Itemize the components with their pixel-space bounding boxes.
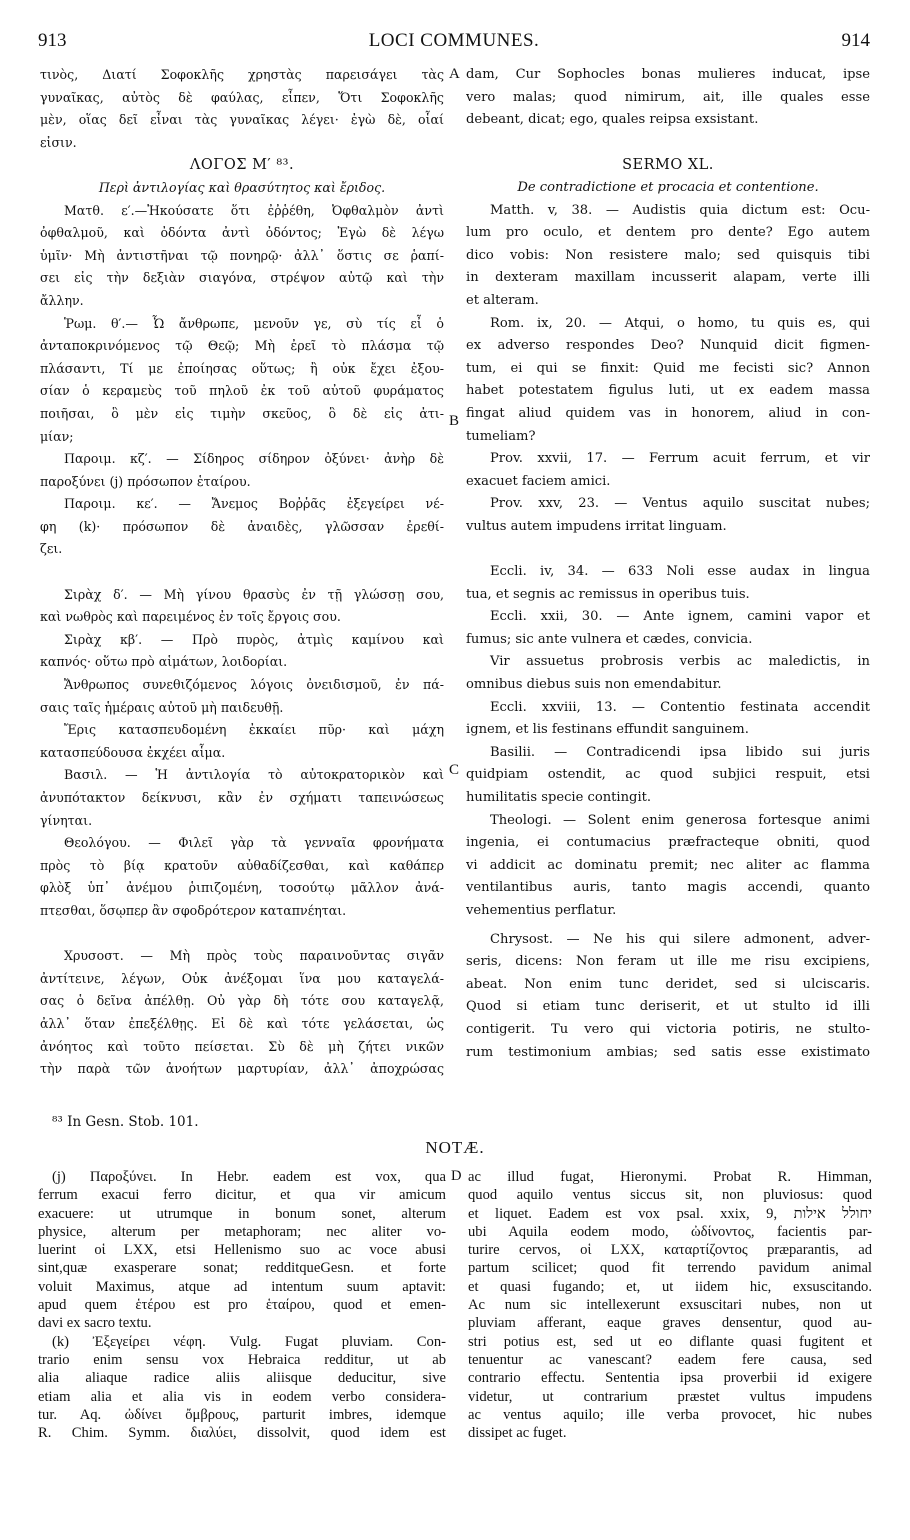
note-line: stri potius est, sed ut eo diflante quasi fugitent et: [468, 1333, 872, 1350]
text-line: μίαν;: [40, 428, 74, 444]
text-line: παροξύνει (j) πρόσωπον ἑταίρου.: [40, 473, 251, 489]
text-line: καὶ νωθρὸς καὶ παρειμένος ἐν τοῖς ἔργοις σου.: [40, 609, 341, 625]
note-line: partum scilicet; quod fit terrendo pavidum animal: [468, 1260, 872, 1277]
note-line: turire cervos, οἱ LXX, καταρτίζοντος præparantis, ad: [468, 1242, 872, 1259]
text-line: Matth. v, 38. — Audistis quia dictum est: Ocu-: [490, 202, 870, 218]
text-line: Παροιμ. κζ′. — Σίδηρος σίδηρον ὀξύνει· ἀνὴρ δὲ: [64, 451, 444, 467]
note-line: ferrum exacui ferro dicitur, et qua vir amicum: [38, 1187, 446, 1204]
text-line: tum, ei qui se finxit: Quid me fecisti sic? Annon: [466, 360, 870, 376]
column-marker-c: C: [449, 762, 460, 778]
text-line: Θεολόγου. — Φιλεῖ γὰρ τὰ γενναῖα φρονήματα: [64, 835, 444, 851]
note-line: exacuere: ut utrumque in bonum sonet, alterum: [38, 1205, 446, 1222]
note-line: R. Chim. Symm. διαλύει, dissolvit, quod idem est: [38, 1425, 446, 1442]
greek-column: [40, 64, 444, 1081]
text-line: Σιρὰχ κβ′. — Πρὸ πυρὸς, ἀτμὶς καμίνου καὶ: [64, 631, 444, 647]
text-line: omnibus diebus suis non emendabitur.: [466, 677, 722, 693]
text-line: ἀνόητος καὶ τοῦτο πείσεται. Σὺ δὲ μὴ ζήτει νικῶν: [40, 1038, 444, 1054]
text-line: Prov. xxvii, 17. — Ferrum acuit ferrum, et vir: [490, 451, 870, 467]
text-line: πρὸς τὸ βίᾳ κρατοῦν αὐθαδίζεσθαι, καὶ καθάπερ: [40, 857, 444, 873]
text-line: Ῥωμ. θ′.— Ὦ ἄνθρωπε, μενοῦν γε, σὺ τίς εἶ ὁ: [64, 315, 444, 331]
notes-right-column: [468, 1168, 872, 1442]
text-line: tumeliam?: [466, 428, 536, 444]
note-line: (k) Ἐξεγείρει νέφη. Vulg. Fugat pluviam. Con-: [52, 1333, 446, 1350]
text-line: σας ὁ δεῖνα ἀπέλθῃ. Οὐ γὰρ δὴ τότε σου καταγελᾷ,: [40, 993, 444, 1009]
text-line: κατασπεύδουσα ἐκχέει αἷμα.: [40, 744, 226, 760]
text-line: exacuet faciem amici.: [466, 473, 611, 489]
text-line: Eccli. iv, 34. — 633 Noli esse audax in lingua: [490, 564, 870, 580]
latin-top-paragraph: [466, 64, 870, 132]
text-line: lum pro oculo, et dentem pro dente? Ego autem: [466, 225, 870, 241]
greek-block-3: [40, 945, 444, 1081]
text-line: vi addicit ac dominatu premit; nec aliter ac flamma: [466, 857, 870, 873]
text-line: εἰσιν.: [40, 134, 77, 150]
text-line: contigerit. Tu vero qui victoria potiris, ne stulto-: [466, 1021, 870, 1037]
text-line: μὲν, οἵας δεῖ εἶναι τὰς γυναῖκας λέγει· ἐγὼ δὲ, οἷαί: [40, 112, 444, 128]
latin-block-2: [466, 561, 870, 923]
text-line: Basilii. — Contradicendi ipsa libido sui juris: [490, 744, 870, 760]
text-line: ἀλλ᾽ ὅταν ἐπεξέλθῃς. Εἰ δὲ καὶ τότε γελάσεται, ὡς: [40, 1015, 444, 1031]
note-line: sint,quæ exasperare sonat; redditqueGesn. et forte: [38, 1260, 446, 1277]
text-line: habet potestatem figulus luti, ut ex eadem massa: [466, 383, 870, 399]
running-title: LOCI COMMUNES.: [368, 30, 540, 51]
text-line: ex adverso respondes Deo? Nunquid dicit figmen-: [466, 338, 870, 354]
text-line: σει εἰς τὴν δεξιὰν σιαγόνα, στρέψον αὐτῷ καὶ τὴν: [40, 270, 444, 286]
text-line: quidpiam ostendit, ac quod subjici respuit, etsi: [466, 767, 870, 783]
text-line: ignem, et lis festinans effundit sanguinem.: [466, 722, 749, 738]
note-line: et liquet. Eadem est vox psal. xxix, 9, יחולל אילות: [468, 1205, 872, 1222]
text-line: seris, dicens: Non feram ut ille me risu excipiens,: [466, 954, 870, 970]
text-line: fumus; sic ante vulnera et cædes, convicia.: [466, 631, 753, 647]
note-line: ac illud fugat, Hieronymi. Probat R. Himman,: [468, 1169, 872, 1185]
note-line: contrario effectu. Sententia ipsa proverbii id exigere: [468, 1370, 872, 1387]
text-line: Ἔρις κατασπευδομένη ἐκκαίει πῦρ· καὶ μάχη: [64, 722, 444, 738]
note-line: voluit Maximus, atque ad intentum suum aptavit:: [38, 1278, 446, 1295]
text-line: Chrysost. — Ne his qui silere admonent, adver-: [490, 931, 870, 947]
note-line: davi ex sacro textu.: [38, 1315, 152, 1332]
note-line: trario enim sensu vox Hebraica redditur, ut ab: [38, 1351, 446, 1368]
latin-block-3: [466, 929, 870, 1065]
note-line: etiam alia et alia vis in eodem verbo considera-: [38, 1388, 446, 1405]
text-line: γυναῖκας, αὐτὸς δὲ φαύλας, εἶπεν, Ὅτι Σοφοκλῆς: [40, 89, 444, 105]
note-line: luerint οἱ LXX, etsi Hellenismo suo ac voce abusi: [38, 1242, 446, 1259]
latin-column: [466, 64, 870, 1064]
footnote: ⁸³ In Gesn. Stob. 101.: [52, 1114, 199, 1130]
greek-sermon-title: ΛΟΓΟΣ Μ′ ⁸³.: [189, 157, 295, 174]
text-line: vero malas; quod nimirum, ait, ille quales esse: [466, 89, 870, 105]
note-line: et quasi fugando; et, ut iidem hic, exsuscitando.: [468, 1278, 872, 1295]
text-line: σίαν ὁ κεραμεὺς τοῦ πηλοῦ ἐκ τοῦ αὐτοῦ φυράματος: [40, 383, 444, 399]
greek-top-paragraph: [40, 64, 444, 154]
text-line: Rom. ix, 20. — Atqui, o homo, tu quis es, qui: [490, 315, 870, 331]
page-header: [38, 30, 870, 58]
text-line: Παροιμ. κε′. — Ἄνεμος Βοῤῥᾶς ἐξεγείρει νέ-: [64, 496, 444, 512]
text-line: φλὸξ ὑπ᾽ ἀνέμου ῥιπιζομένη, τοσούτῳ μᾶλλον ἀνά-: [40, 880, 444, 896]
text-line: abeat. Non enim tunc deridet, sed si ulciscaris.: [466, 976, 870, 992]
latin-sermon-title: SERMO XL.: [622, 157, 714, 174]
notes-title: NOTÆ.: [425, 1138, 485, 1157]
text-line: in dexteram maxillam incusserit alapam, verte illi: [466, 270, 870, 286]
note-line: alia aliaque radice aliis aliisque deducitur, sive: [38, 1370, 446, 1387]
note-line: physice, alterum per metaphoram; nec aliter vo-: [38, 1223, 446, 1240]
text-line: ποιῆσαι, ὃ μὲν εἰς τιμὴν σκεῦος, ὃ δὲ εἰς ἀτι-: [40, 405, 444, 421]
text-line: Ματθ. ε′.—Ἠκούσατε ὅτι ἐῤῥέθη, Ὀφθαλμὸν ἀντὶ: [64, 202, 444, 218]
text-line: ἀνυπότακτον δείκνυσι, κἂν ἐν σχήματι ταπεινώσεως: [40, 790, 444, 805]
note-line: videtur, ut contrarium præstet vultus impudens: [468, 1388, 872, 1405]
text-line: Σιρὰχ δ′. — Μὴ γίνου θρασὺς ἐν τῇ γλώσσῃ σου,: [64, 586, 444, 602]
text-line: Theologi. — Solent enim generosa fortesque animi: [490, 812, 870, 828]
note-line: apud quem ἑτέρου est pro ἑταίρου, quod et emen-: [38, 1297, 446, 1314]
text-line: fingat aliud quidem vas in honorem, aliud in con-: [466, 405, 870, 421]
latin-sermon-subtitle: De contradictione et procacia et contentione.: [517, 179, 819, 195]
text-line: Eccli. xxii, 30. — Ante ignem, camini vapor et: [490, 609, 870, 625]
text-line: dam, Cur Sophocles bonas mulieres inducat, ipse: [466, 67, 870, 82]
text-line: Prov. xxv, 23. — Ventus aquilo suscitat nubes;: [490, 496, 870, 512]
text-line: ventilantibus auris, tanto magis accendi, quanto: [466, 880, 870, 896]
text-line: φη (k)· πρόσωπον δὲ ἀναιδὲς, γλῶσσαν ἐρεθί-: [40, 518, 444, 534]
note-line: dissipet ac fuget.: [468, 1425, 567, 1442]
text-line: γίνηται.: [40, 812, 93, 828]
text-line: πλάσαντι, Τί με ἐποίησας οὕτως; ἢ οὐκ ἔχει ἐξου-: [40, 360, 444, 376]
note-line: ac ventus aquilo; ille verba provocet, hic nubes: [468, 1406, 872, 1423]
greek-block-2: [40, 584, 444, 923]
notes-left-column: [38, 1168, 446, 1442]
note-line: pluviam afferant, eaque graves densentur, quod au-: [468, 1315, 872, 1332]
text-line: ingenia, ei contumacius præfracteque obniti, quod: [466, 835, 870, 851]
text-line: τὴν παρὰ τῶν ἀνοήτων μαρτυρίαν, ἀλλ᾽ ἀποχρώσας: [40, 1061, 444, 1077]
text-line: πτεσθαι, ὅσῳπερ ἂν σφοδρότερον καταπνέηται.: [40, 902, 347, 918]
text-line: ὀφθαλμοῦ, καὶ ὀδόντα ἀντὶ ὀδόντος; Ἐγὼ δὲ λέγω: [40, 225, 444, 241]
text-line: Βασιλ. — Ἡ ἀντιλογία τὸ αὐτοκρατορικὸν καὶ: [64, 767, 444, 783]
text-line: ἀνταποκρινόμενος τῷ Θεῷ; Μὴ ἐρεῖ τὸ πλάσμα τῷ: [40, 338, 444, 354]
note-line: ubi Aquila eodem modo, ὠδίνοντος, facientis par-: [468, 1223, 872, 1240]
text-line: tua, et segnis ac remissus in operibus tuis.: [466, 586, 750, 602]
text-line: τινὸς, Διατί Σοφοκλῆς χρηστὰς παρεισάγει τὰς: [40, 67, 444, 82]
text-line: Vir assuetus probrosis verbis ac maledictis, in: [490, 654, 870, 670]
column-marker-d: D: [451, 1168, 462, 1184]
note-line: tenuentur ac vanescant? eadem fere causa, sed: [468, 1351, 872, 1368]
text-line: vultus autem impudens irritat linguam.: [466, 518, 727, 534]
text-line: humilitatis specie contingit.: [466, 790, 652, 805]
text-line: dico vobis: Non resistere malo; sed quisquis tibi: [466, 247, 870, 263]
greek-block-1: [40, 200, 444, 562]
text-line: et alteram.: [466, 292, 539, 308]
text-line: Ἄνθρωπος συνεθιζόμενος λόγοις ὀνειδισμοῦ, ἐν πά-: [64, 677, 444, 693]
text-line: ἀντίτεινε, λέγων, Οὐκ ἀνέξομαι ἵνα μου καταγελά-: [40, 970, 444, 986]
note-line: (j) Παροξύνει. In Hebr. eadem est vox, qua: [52, 1169, 446, 1185]
text-line: Χρυσοστ. — Μὴ πρὸς τοὺς παραινοῦντας σιγᾶν: [64, 948, 444, 964]
text-line: debeant, dicat; ego, quales reipsa exsistant.: [466, 112, 759, 128]
note-line: Ac num sic intellexerunt exsuscitari nubes, non ut: [468, 1297, 872, 1314]
page-number-left: 913: [38, 30, 67, 51]
column-marker-a: A: [449, 66, 460, 82]
text-line: ζει.: [40, 541, 63, 557]
note-line: tur. Aq. ὠδίνει ὄμβρους, parturit imbres, idemque: [38, 1406, 446, 1423]
note-line: quod aquilo ventus siccus sit, non pluviosus: quod: [468, 1187, 872, 1204]
greek-sermon-subtitle: Περὶ ἀντιλογίας καὶ θρασύτητος καὶ ἔριδος.: [98, 179, 386, 195]
text-line: Quod si etiam tunc deriserit, et ut stulto id illi: [466, 999, 870, 1015]
text-line: Eccli. xxviii, 13. — Contentio festinata accendit: [490, 699, 870, 715]
text-line: ἄλλην.: [40, 292, 84, 308]
page-number-right: 914: [841, 30, 870, 51]
text-line: rum testimonium ambias; sed satis esse existimato: [466, 1044, 870, 1060]
column-marker-b: B: [449, 413, 460, 429]
text-line: καπνός· οὕτω πρὸ αἱμάτων, λοιδορίαι.: [40, 654, 288, 670]
latin-block-1: [466, 200, 870, 539]
text-line: vehementius perflatur.: [466, 902, 617, 918]
text-line: ὑμῖν· Μὴ ἀντιστῆναι τῷ πονηρῷ· ἀλλ᾽ ὅστις σε ῥαπί-: [40, 247, 444, 263]
text-line: σαις ταῖς ἡμέραις αὐτοῦ μὴ παιδευθῇ.: [40, 699, 284, 715]
